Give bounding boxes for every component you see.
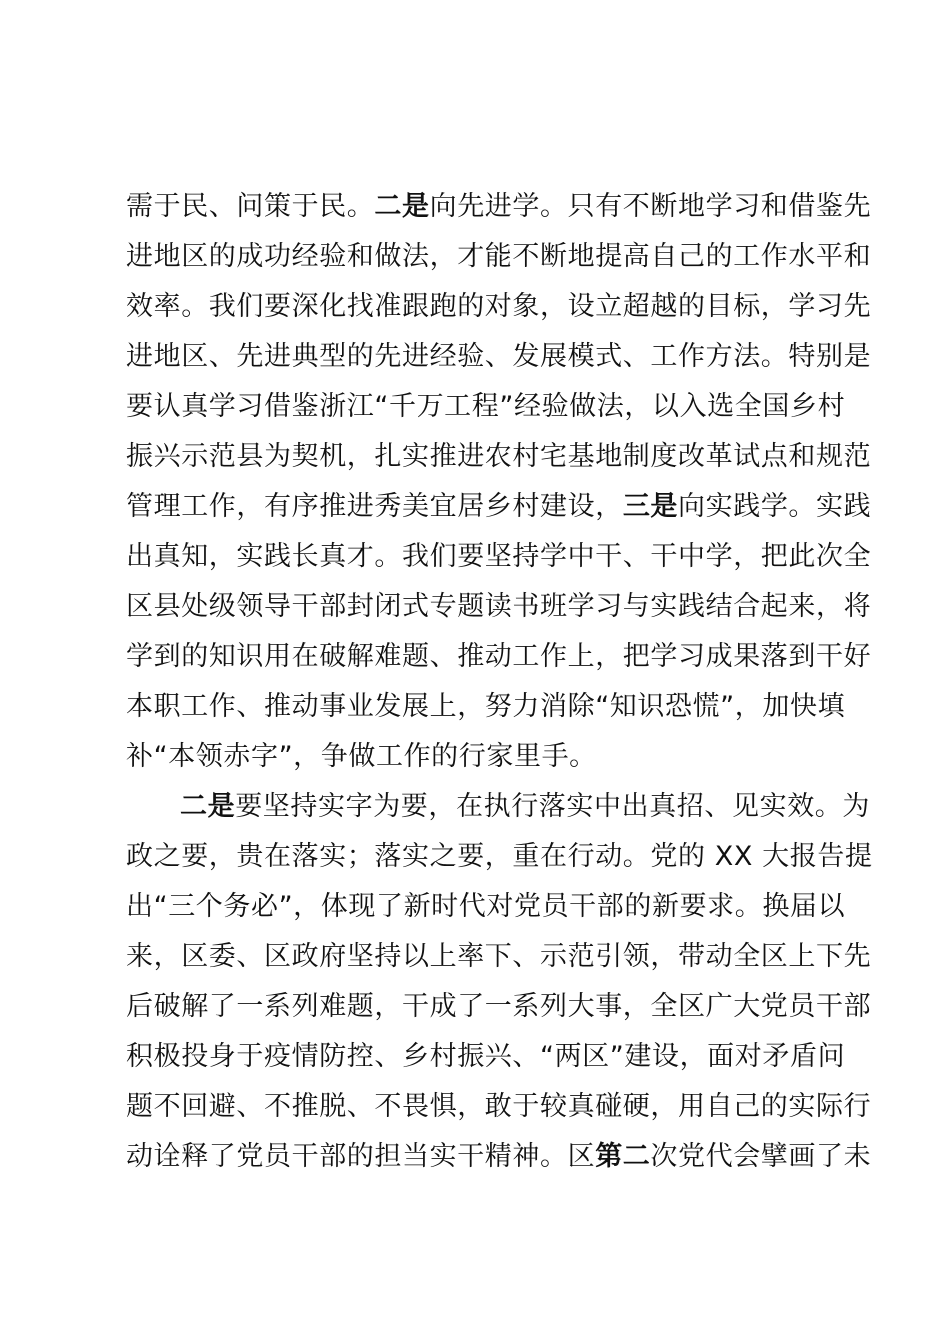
- text-line: 出“三个务必”，体现了新时代对党员干部的新要求。换届以: [126, 891, 846, 922]
- text-line: 效率。我们要深化找准跟跑的对象，设立超越的目标，学习先: [126, 291, 872, 322]
- bold-ordinal: 三是: [622, 491, 679, 522]
- bold-ordinal: 二是: [180, 791, 236, 822]
- text-line: 振兴示范县为契机，扎实推进农村宅基地制度改革试点和规范: [126, 441, 872, 472]
- text-line: 管理工作，有序推进秀美宜居乡村建设，三是向实践学。实践: [126, 491, 872, 522]
- text-line: 动诠释了党员干部的担当实干精神。区第二次党代会擘画了未: [126, 1141, 872, 1172]
- text-line: 进地区的成功经验和做法，才能不断地提高自己的工作水平和: [126, 241, 872, 272]
- text-line: 本职工作、推动事业发展上，努力消除“知识恐慌”，加快填: [126, 691, 846, 722]
- text-line: 积极投身于疫情防控、乡村振兴、“两区”建设，面对矛盾问: [126, 1041, 846, 1072]
- text-line: 进地区、先进典型的先进经验、发展模式、工作方法。特别是: [126, 341, 872, 372]
- paragraph-start-line: 二是要坚持实字为要，在执行落实中出真招、见实效。为: [180, 791, 871, 822]
- text-line: 题不回避、不推脱、不畏惧，敢于较真碰硬，用自己的实际行: [126, 1091, 872, 1122]
- body-text: [126, 182, 873, 1182]
- text-line: 区县处级领导干部封闭式专题读书班学习与实践结合起来，将: [126, 591, 872, 622]
- text-line: 补“本领赤字”，争做工作的行家里手。: [126, 741, 597, 772]
- text-line: 来，区委、区政府坚持以上率下、示范引领，带动全区上下先: [126, 941, 872, 972]
- bold-ordinal: 二是: [374, 191, 430, 222]
- text-line: 出真知，实践长真才。我们要坚持学中干、干中学，把此次全: [126, 541, 872, 572]
- text-line: 要认真学习借鉴浙江“千万工程”经验做法，以入选全国乡村: [126, 391, 846, 422]
- text-line: 需于民、问策于民。二是向先进学。只有不断地学习和借鉴先: [126, 191, 872, 222]
- bold-ordinal: 第二: [595, 1141, 651, 1172]
- text-line: 学到的知识用在破解难题、推动工作上，把学习成果落到干好: [126, 641, 872, 672]
- text-line: 后破解了一系列难题，干成了一系列大事，全区广大党员干部: [126, 991, 872, 1022]
- text-line: 政之要，贵在落实；落实之要，重在行动。党的 XX 大报告提: [126, 841, 873, 872]
